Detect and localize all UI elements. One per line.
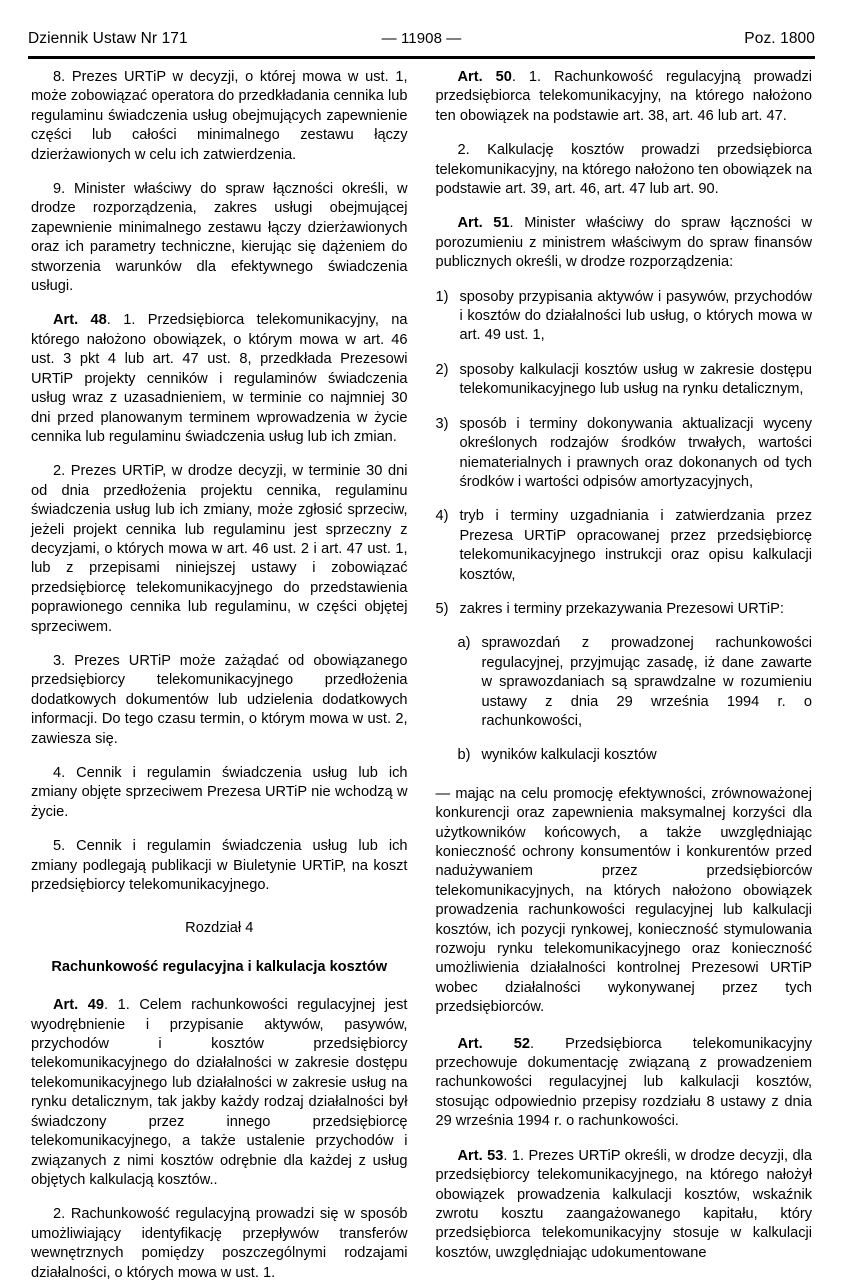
right-column xyxy=(435,68,813,1261)
article-number: Art. 49 xyxy=(53,997,104,1014)
paragraph-art-48-2 xyxy=(31,462,408,637)
paragraph-text: 2. Prezes URTiP, w drodze decyzji, w terminie 30 dni od dnia przedłożenia projektu cennika, regulaminu świadczenia usług lub ich zmiany, może zgłosić sprzeciw, jeżeli projekt cennika lub regulaminu jest sprzeczny z decyzjami, o których mowa w art. 46 ust. 2 i art. 47 ust. 1, lub z przepisami niniejszej ustawy i zobowiązać przedsiębiorcę telekomunikacyjnego do przedstawienia poprawionego cennika lub regulaminu, w części objętej sprzeciwem. xyxy=(31,463,408,635)
chapter-title-heading: Rachunkowość regulacyjna i kalkulacja kosztów xyxy=(51,958,388,975)
paragraph-ust-9 xyxy=(31,180,408,296)
paragraph-text: 5. Cennik i regulamin świadczenia usług lub ich zmiany podlegają publikacji w Biuletynie URTiP, na koszt przedsiębiorcy telekomunikacyjnego. xyxy=(31,838,408,894)
paragraph-text: . 1. Celem rachunkowości regulacyjnej jest wyodrębnienie i przypisanie aktywów, pasywów, przychodów i kosztów przedsiębiorcy telekomunikacyjnego do działalności w zakresie dostępu telekomunikacyjnego lub działalności w zakresie usług na rynku detalicznym, tak jakby każdy rodzaj działalności był świadczony przez innego przedsiębiorcę telekomunikacyjnego, a także ustalenie przychodów i związanych z nimi kosztów odrębnie dla każdej z usług objętych kalkulacją kosztów.. xyxy=(31,997,408,1188)
paragraph-text: 2. Kalkulację kosztów prowadzi przedsiębiorca telekomunikacyjny, na którego nałożono ten obowiązek na podstawie art. 39, art. 46, art. 47 lub art. 90. xyxy=(435,142,812,198)
header-page-number: — 11908 — xyxy=(381,30,462,47)
running-header xyxy=(28,30,815,48)
list-item xyxy=(436,361,813,400)
paragraph-text: 9. Minister właściwy do spraw łączności określi, w drodze rozporządzenia, zakres usługi obejmującej zapewnienie minimalnego zestawu łączy dzierżawionych oraz ich parametry techniczne, kierując się dążeniem do stworzenia warunków dla efektywnego świadczenia usługi. xyxy=(31,181,408,295)
paragraph-text: 4. Cennik i regulamin świadczenia usług lub ich zmiany objęte sprzeciwem Prezesa URTiP nie wchodzą w życie. xyxy=(31,765,408,820)
article-number: Art. 52 xyxy=(457,1035,530,1052)
chapter-number-heading: Rozdział 4 xyxy=(185,920,254,937)
list-item-marker: 4) xyxy=(435,508,449,525)
paragraph-art-50-2 xyxy=(436,141,813,199)
article-number: Art. 48 xyxy=(53,312,107,329)
paragraph-text: . Minister właściwy do spraw łączności w porozumieniu z ministrem właściwym do spraw finansów publicznych określi, w drodze rozporządzenia: xyxy=(435,215,813,271)
paragraph-art-51-intro xyxy=(436,214,813,272)
paragraph-text: 8. Prezes URTiP w decyzji, o której mowa w ust. 1, może zobowiązać operatora do przedkładania cennika lub regulaminu świadczenia usług obejmujących zapewnienie części lub całości minimalnego zestawu łączy dzierżawionych w celu ich zatwierdzenia. xyxy=(31,69,408,163)
paragraph-text: 2. Rachunkowość regulacyjną prowadzi się w sposób umożliwiający identyfikację przepływów transferów wewnętrznych pomiędzy poszczególnymi rodzajami działalności, o których mowa w ust. 1. xyxy=(31,1206,408,1281)
paragraph-art-48-5 xyxy=(31,837,408,895)
sub-list-item-text: sprawozdań z prowadzonej rachunkowości regulacyjnej, przyjmując zasadę, iż dane zawarte w sprawozdaniach są sprawdzalne w rozumieniu ustawy z dnia 29 września 1994 r. o rachunkowości, xyxy=(481,635,812,729)
paragraph-art-49-2 xyxy=(31,1205,408,1283)
sub-list-item-text: wyników kalkulacji kosztów xyxy=(481,747,657,764)
header-item-number: Poz. 1800 xyxy=(744,30,815,47)
paragraph-art-48-4 xyxy=(31,764,408,822)
two-column-body xyxy=(0,68,843,1281)
header-publication: Dziennik Ustaw Nr 171 xyxy=(28,30,188,47)
paragraph-text: 3. Prezes URTiP może zażądać od obowiązanego przedsiębiorcy telekomunikacyjnego przedłożenia dodatkowych dokumentów lub udzielenia dodatkowych informacji. Do tego czasu termin, o którym mowa w ust. 2, zawiesza się. xyxy=(31,652,408,747)
enumerated-list xyxy=(436,288,813,766)
left-column xyxy=(31,68,408,1281)
header-divider-rule xyxy=(28,56,815,59)
paragraph-art-52 xyxy=(436,1035,813,1132)
list-item xyxy=(436,507,813,585)
list-item-text: zakres i terminy przekazywania Prezesowi URTiP: xyxy=(459,600,784,617)
paragraph-ust-8 xyxy=(31,68,408,165)
list-item xyxy=(436,415,813,493)
list-item xyxy=(436,600,813,619)
paragraph-text: . 1. Prezes URTiP określi, w drodze decyzji, dla przedsiębiorcy telekomunikacyjnego, na którego nałożył obowiązek prowadzenia kalkulacji kosztów, wskaźnik zwrotu kosztu zaangażowanego kapitału, który przedsiębiorca telekomunikacyjny stosuje w kalkulacji kosztów, uwzględniając udokumentowane xyxy=(435,1147,813,1261)
list-item-text: sposoby kalkulacji kosztów usług w zakresie dostępu telekomunikacyjnego lub usług na rynku detalicznym, xyxy=(459,361,812,398)
paragraph-art-50-1 xyxy=(436,68,813,126)
list-item-marker: 5) xyxy=(435,600,449,617)
list-item-text: sposób i terminy dokonywania aktualizacji wyceny określonych rodzajów środków trwałych, wartości niematerialnych i prawnych oraz dokonanych od tych środków i wartości odpisów amortyzacyjnych, xyxy=(459,415,812,490)
list-item-text: sposoby przypisania aktywów i pasywów, przychodów i kosztów do działalności lub usług, o których mowa w art. 49 ust. 1, xyxy=(459,288,812,344)
article-number: Art. 51 xyxy=(457,215,510,232)
paragraph-text: . Przedsiębiorca telekomunikacyjny przechowuje dokumentację związaną z prowadzeniem rachunkowości regulacyjnej lub kalkulacji kosztów, stosując odpowiednio przepisy rozdziału 8 ustawy z dnia 29 września 1994 r. o rachunkowości. xyxy=(435,1035,812,1130)
sub-list-item-marker: b) xyxy=(457,747,471,764)
list-item xyxy=(436,288,813,346)
list-item-text: tryb i terminy uzgadniania i zatwierdzania przez Prezesa URTiP opracowanej przez przedsiębiorcę telekomunikacyjnego instrukcji oraz opisu kalkulacji kosztów, xyxy=(459,508,812,583)
article-number: Art. 53 xyxy=(457,1147,504,1164)
paragraph-art-48-1 xyxy=(31,311,408,447)
list-item-marker: 2) xyxy=(435,361,449,378)
list-item-marker: 1) xyxy=(435,288,449,305)
sub-list-item-marker: a) xyxy=(457,635,471,652)
paragraph-text: . 1. Rachunkowość regulacyjną prowadzi przedsiębiorca telekomunikacyjny, na którego nałożono ten obowiązek na podstawie art. 38, art. 46 lub art. 47. xyxy=(435,69,813,124)
article-number: Art. 50 xyxy=(457,69,512,85)
sub-list-item xyxy=(458,746,813,765)
paragraph-art-49-1 xyxy=(31,996,408,1190)
paragraph-art-53-1 xyxy=(436,1147,813,1263)
paragraph-art-48-3 xyxy=(31,652,408,749)
paragraph-text: . 1. Przedsiębiorca telekomunikacyjny, na którego nałożono obowiązek, o którym mowa w art. 46 ust. 3 pkt 4 lub art. 47 ust. 8, przedkłada Prezesowi URTiP projekty cenników i regulaminów świadczenia usług wraz z uzasadnieniem, w terminie co najmniej 30 dni przed planowanym terminem wprowadzenia w życie cennika lub regulaminu świadczenia usług lub ich zmian. xyxy=(31,312,408,445)
sub-list-item xyxy=(458,634,813,731)
list-item-marker: 3) xyxy=(435,415,449,432)
closing-dash-paragraph: — mając na celu promocję efektywności, zrównoważonej konkurencji oraz zapewnienia maksymalnej korzyści dla użytkowników końcowych, a także uwzględniając konieczność ochrony konsumentów i konkurentów przed nadużywaniem przez przedsiębiorców telekomunikacyjnych, na których nałożono obowiązek prowadzenia rachunkowości regulacyjnej lub kalkulacji kosztów, ich pozycji rynkowej, konieczność stymulowania rozwoju rynku telekomunikacyjnego oraz konieczność umożliwienia działalności kontrolnej Prezesowi URTiP wobec działalności wykonywanej przez tych przedsiębiorców. xyxy=(435,785,812,1016)
